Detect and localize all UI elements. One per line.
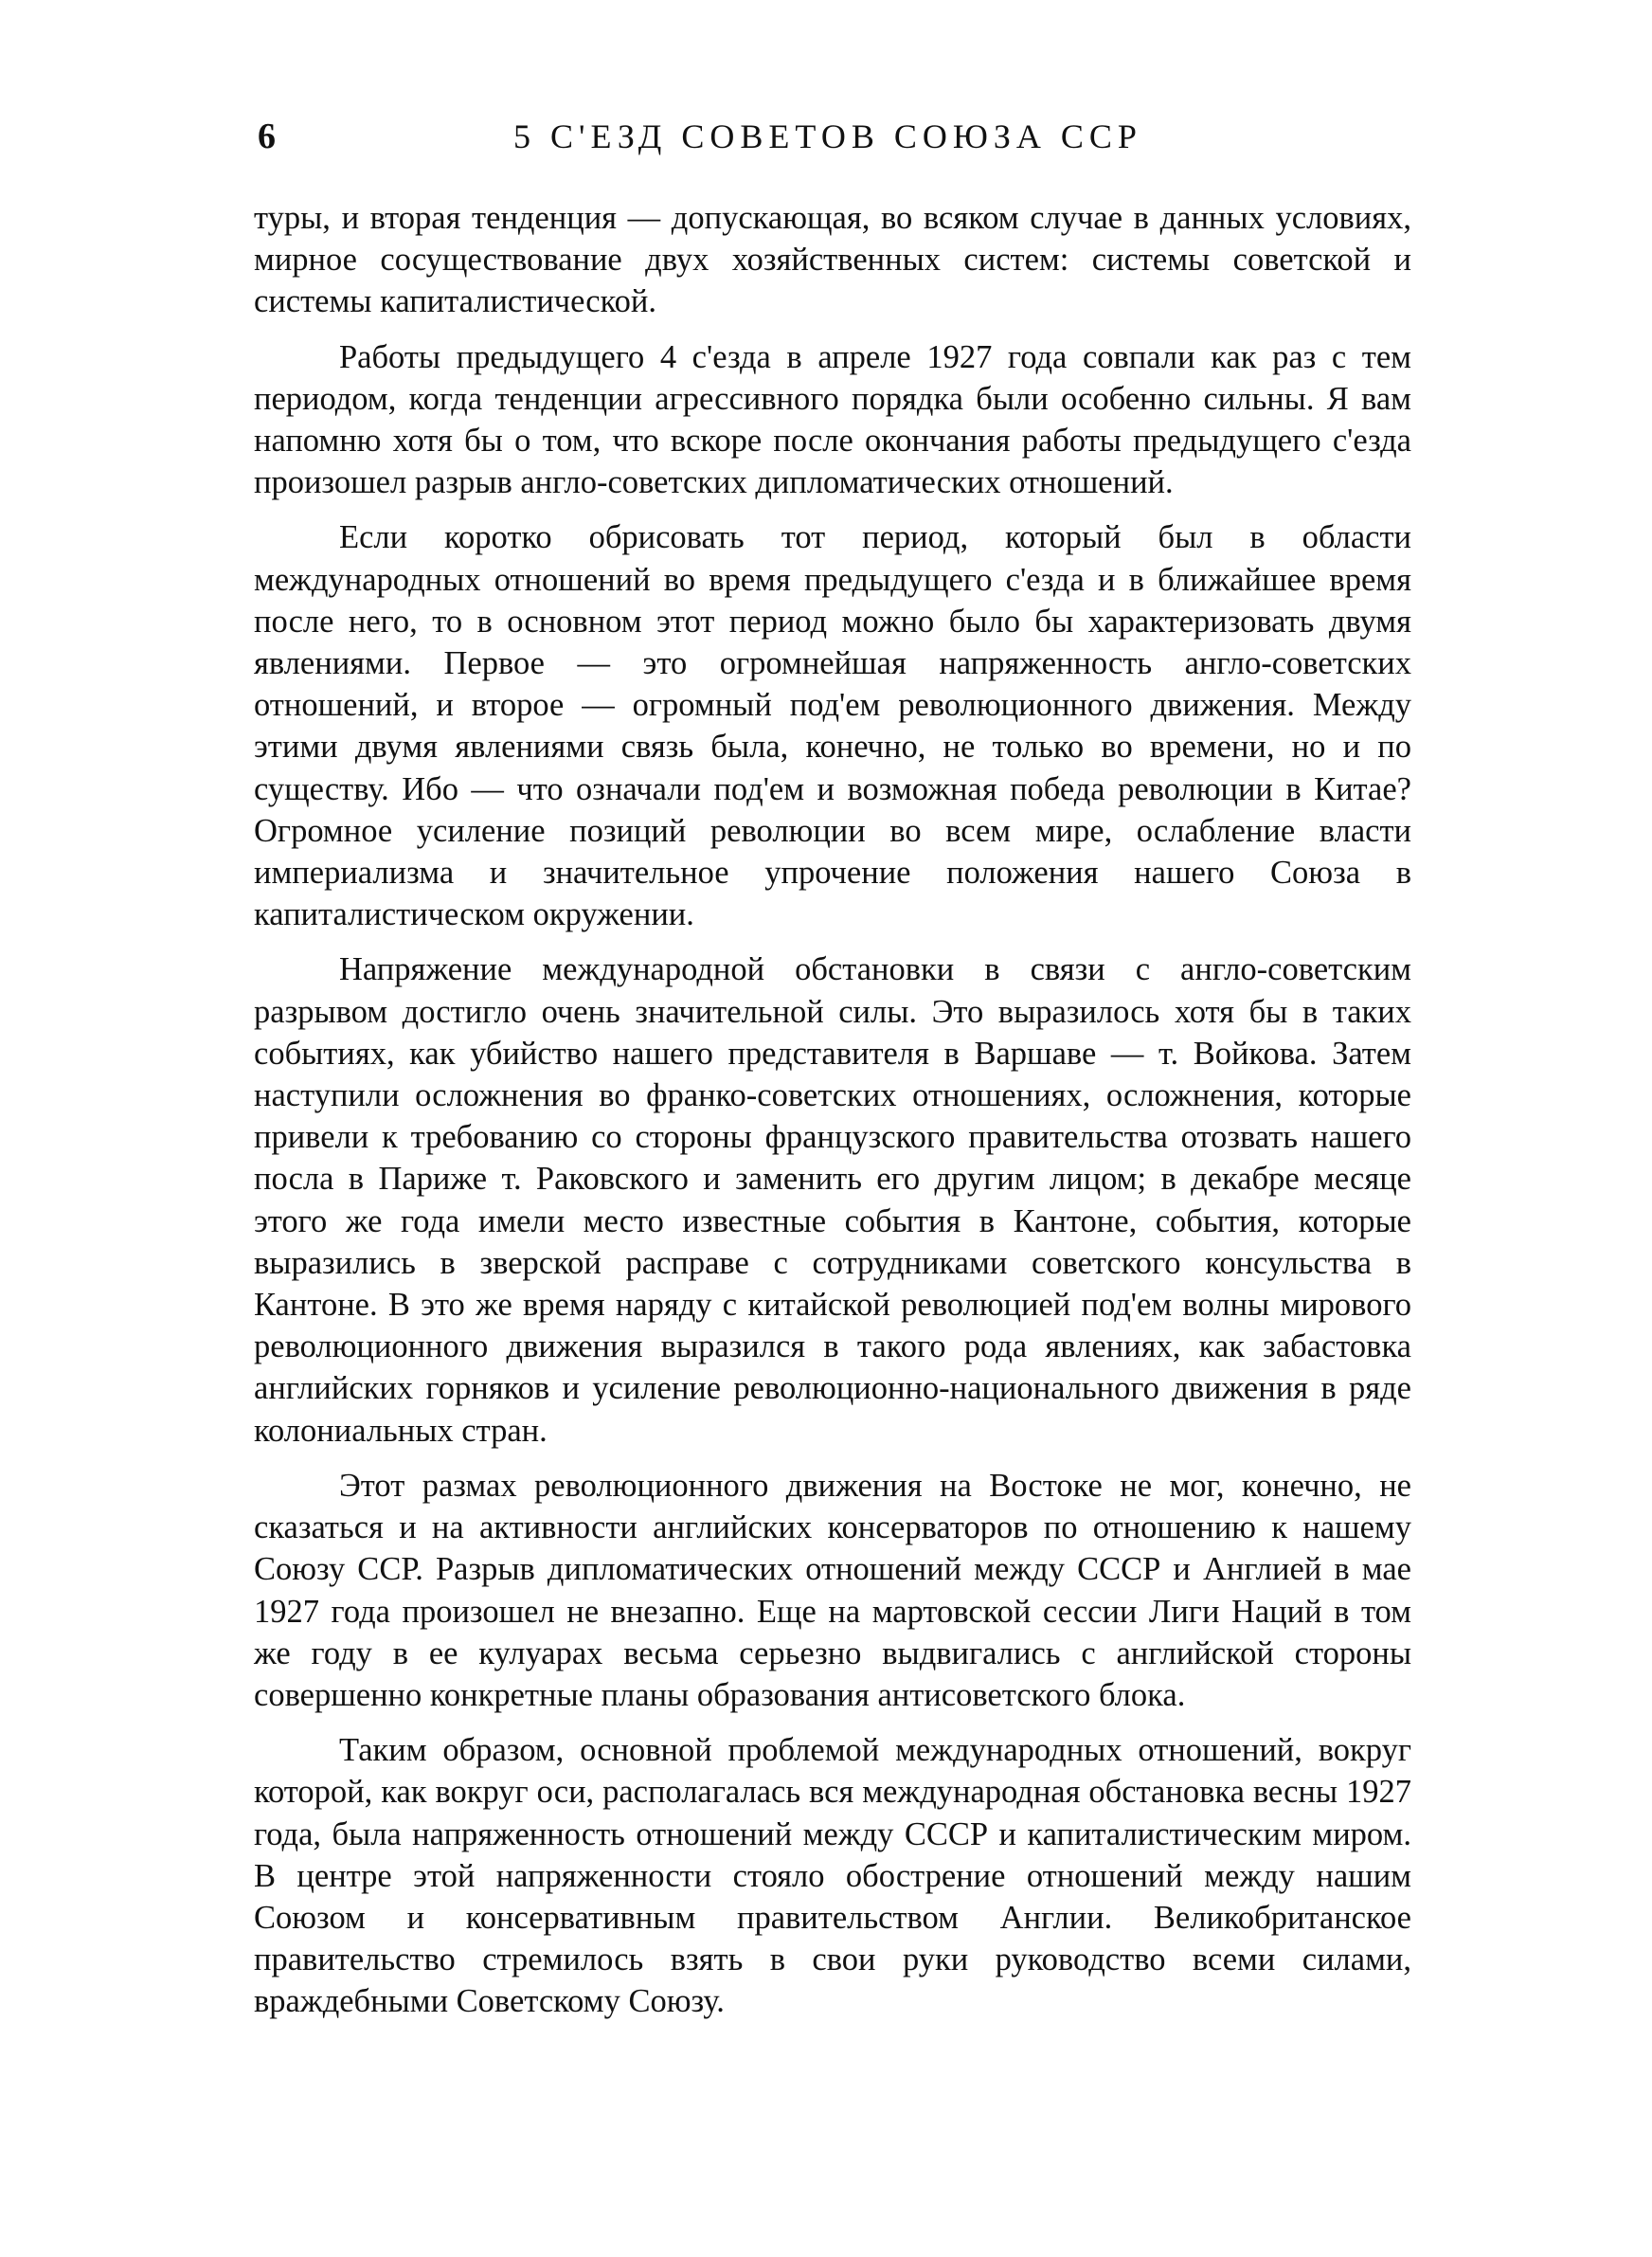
running-title: 5 С'ЕЗД СОВЕТОВ СОЮЗА ССР bbox=[513, 117, 1142, 155]
paragraph-continuation: туры, и вторая тенденция — допускающая, во всяком случае в данных условиях, мирное сосуществование двух хозяйственных систем: системы советской и системы капиталистической. bbox=[254, 200, 1411, 320]
paragraph: Напряжение международной обстановки в связи с англо-советским разрывом достигло очень значительной силы. Это выразилось хотя бы в таких событиях, как убийство нашего представителя в Варшаве — т. Войкова. Затем наступили осложнения во франко-советских отношениях, осложнения, которые привели к требованию со стороны французского правительства отозвать нашего посла в Париже т. Раковского и заменить его другим лицом; в декабре месяце этого же года имели место известные события в Кантоне, события, которые выразились в зверской расправе с сотрудниками советского консульства в Кантоне. В это же время наряду с китайской революцией под'ем волны мирового революционного движения выразился в такого рода явлениях, как забастовка английских горняков и усиление революционно-национального движения в ряде колониальных стран. bbox=[254, 951, 1411, 1449]
paragraph: Этот размах революционного движения на Востоке не мог, конечно, не сказаться и на активности английских консерваторов по отношению к нашему Союзу ССР. Разрыв дипломатических отношений между СССР и Англией в мае 1927 года произошел не внезапно. Еще на мартовской сессии Лиги Наций в том же году в ее кулуарах весьма серьезно выдвигались с английской стороны совершенно конкретные планы образования антисоветского блока. bbox=[254, 1467, 1411, 1713]
paragraph: Таким образом, основной проблемой международных отношений, вокруг которой, как вокруг оси, располагалась вся международная обстановка весны 1927 года, была напряженность отношений между СССР и капиталистическим миром. В центре этой напряженности стояло обострение отношений между нашим Союзом и консервативным правительством Англии. Великобританское правительство стремилось взять в свои руки руководство всеми силами, враждебными Советскому Союзу. bbox=[254, 1732, 1411, 2020]
page-number: 6 bbox=[258, 117, 276, 156]
page-body bbox=[254, 197, 1411, 2036]
page-header bbox=[258, 110, 1409, 163]
paragraph: Работы предыдущего 4 с'езда в апреле 1927 года совпали как раз с тем периодом, когда тенденции агрессивного порядка были особенно сильны. Я вам напомню хотя бы о том, что вскоре после окончания работы предыдущего с'езда произошел разрыв англо-советских дипломатических отношений. bbox=[254, 338, 1411, 501]
paragraph: Если коротко обрисовать тот период, который был в области международных отношений во время предыдущего с'езда и в ближайшее время после него, то в основном этот период можно было бы характеризовать двумя явлениями. Первое — это огромнейшая напряженность англо-советских отношений, и второе — огромный под'ем революционного движения. Между этими двумя явлениями связь была, конечно, не только во времени, но и по существу. Ибо — что означали под'ем и возможная победа революции в Китае? Огромное усиление позиций революции во всем мире, ослабление власти империализма и значительное упрочение положения нашего Союза в капиталистическом окружении. bbox=[254, 519, 1411, 933]
